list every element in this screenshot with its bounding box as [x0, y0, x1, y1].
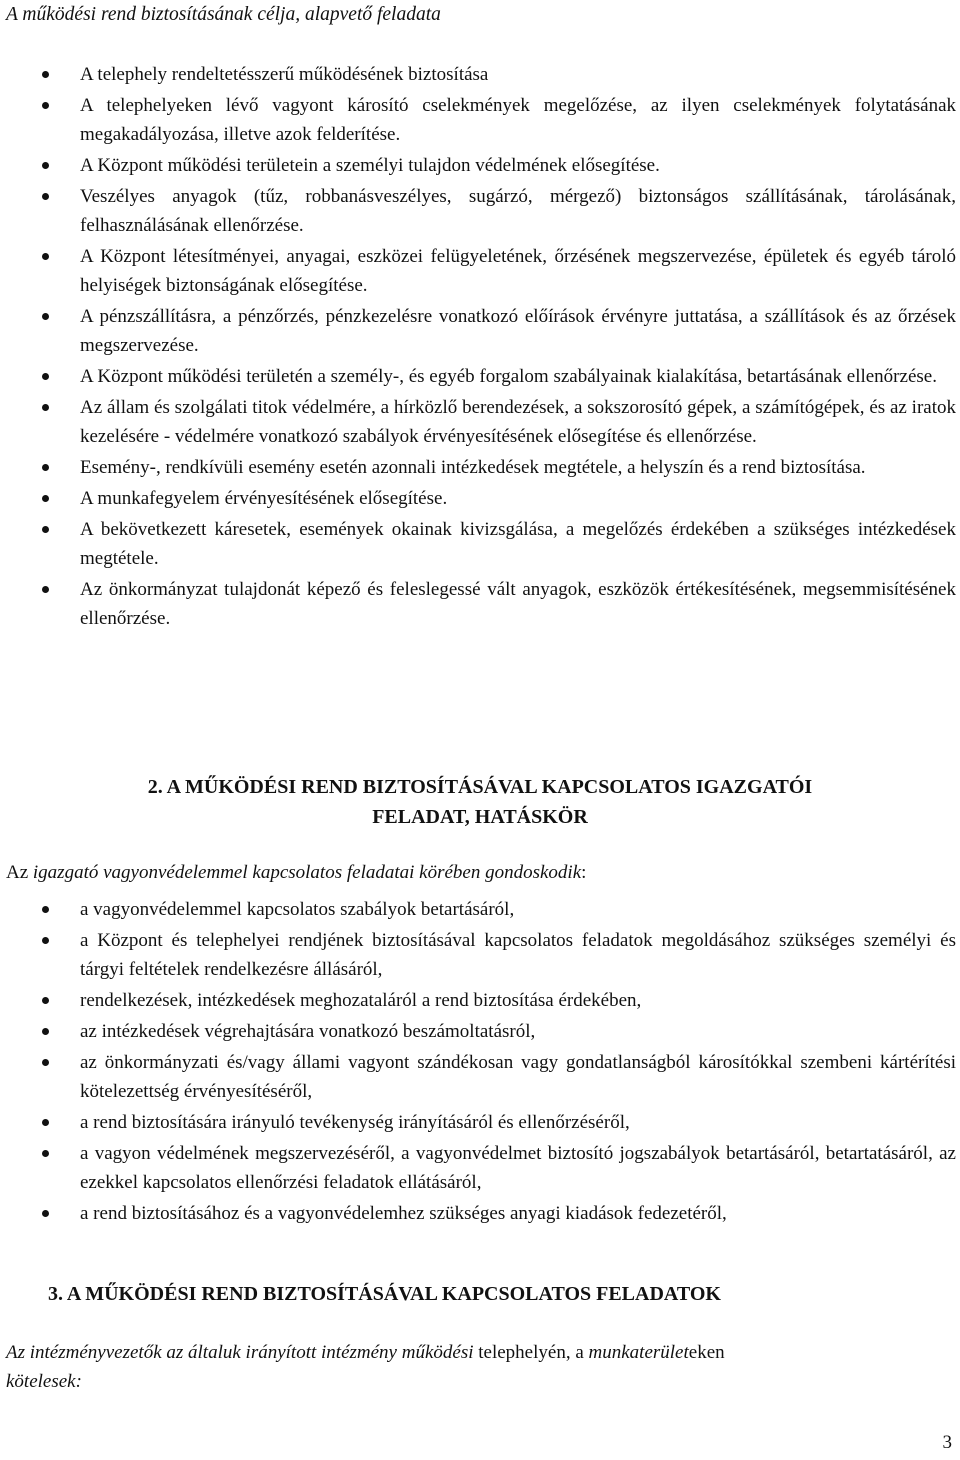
list-item [0, 484, 960, 513]
bullet-icon [42, 102, 49, 109]
section2-title-line2: FELADAT, HATÁSKÖR [372, 806, 588, 828]
list-item [0, 1199, 960, 1228]
bullet-icon [42, 373, 49, 380]
list-item-text: rendelkezések, intézkedések meghozataláról a rend biztosítása érdekében, [80, 990, 642, 1011]
list-item-text: a vagyonvédelemmel kapcsolatos szabályok betartásáról, [80, 899, 515, 920]
list-item [0, 242, 960, 300]
bullet-icon [42, 253, 49, 260]
list-item [0, 453, 960, 482]
list-item [0, 151, 960, 180]
list-item [0, 1048, 960, 1106]
list-item-text: A Központ működési területein a személyi tulajdon védelmének elősegítése. [80, 155, 660, 176]
list-item-text: az önkormányzati és/vagy állami vagyont szándékosan vagy gondatlanságból károsítókkal szembeni kártérítési kötelezettség érvényesítéséről, [80, 1052, 956, 1102]
list-item [0, 91, 960, 149]
section3-title: 3. A MŰKÖDÉSI REND BIZTOSÍTÁSÁVAL KAPCSOLATOS FELADATOK [48, 1283, 721, 1305]
list-item-text: a Központ és telephelyei rendjének biztosításával kapcsolatos feladatok megoldásához szükséges személyi és tárgyi feltételek rendelkezésre állásáról, [80, 930, 956, 980]
section3-intro-normal1: telephelyén, a [473, 1342, 589, 1363]
list-item-text: a vagyon védelmének megszervezéséről, a vagyonvédelmet biztosító jogszabályok betartásáról, betartatásáról, az ezekkel kapcsolatos ellenőrzési feladatok ellátásáról, [80, 1143, 956, 1193]
section3-intro-line1 [6, 1338, 725, 1367]
section3-intro-line2: kötelesek: [6, 1371, 82, 1392]
section1-bullet-list [0, 60, 960, 635]
list-item [0, 515, 960, 573]
bullet-icon [42, 906, 49, 913]
list-item [0, 895, 960, 924]
bullet-icon [42, 526, 49, 533]
section3-intro-italic1: Az intézményvezetők az általuk irányított intézmény működési [6, 1342, 474, 1363]
list-item-text: Az önkormányzat tulajdonát képező és feleslegessé vált anyagok, eszközök értékesítésének, megsemmisítésének ellenőrzése. [80, 579, 956, 629]
section1-heading: A működési rend biztosításának célja, alapvető feladata [6, 4, 441, 25]
section2-intro-suffix: : [581, 862, 587, 883]
list-item-text: A munkafegyelem érvényesítésének elősegítése. [80, 488, 448, 509]
bullet-icon [42, 997, 49, 1004]
list-item-text: A telephely rendeltetésszerű működésének biztosítása [80, 64, 489, 85]
bullet-icon [42, 1028, 49, 1035]
bullet-icon [42, 404, 49, 411]
list-item [0, 575, 960, 633]
bullet-icon [42, 464, 49, 471]
list-item [0, 1139, 960, 1197]
list-item [0, 926, 960, 984]
bullet-icon [42, 1150, 49, 1157]
list-item-text: a rend biztosítására irányuló tevékenység irányításáról és ellenőrzéséről, [80, 1112, 630, 1133]
list-item-text: A pénzszállításra, a pénzőrzés, pénzkezelésre vonatkozó előírások érvényre juttatása, a szállítások és az őrzések megszervezése. [80, 306, 956, 356]
bullet-icon [42, 1210, 49, 1217]
section3-intro-normal2: eken [688, 1342, 725, 1363]
list-item [0, 986, 960, 1015]
list-item-text: A Központ létesítményei, anyagai, eszközei felügyeletének, őrzésének megszervezése, épületek és egyéb tároló helyiségek biztonságának elősegítése. [80, 246, 956, 296]
bullet-icon [42, 71, 49, 78]
section2-intro [6, 858, 586, 887]
section2-intro-italic: igazgató vagyonvédelemmel kapcsolatos feladatai körében gondoskodik [32, 862, 582, 883]
section2-intro-prefix: Az [6, 862, 33, 883]
list-item-text: A Központ működési területén a személy-, és egyéb forgalom szabályainak kialakítása, betartásának ellenőrzése. [80, 366, 937, 387]
bullet-icon [42, 1059, 49, 1066]
section2-bullet-list [0, 895, 960, 1230]
bullet-icon [42, 162, 49, 169]
list-item-text: A telephelyeken lévő vagyont károsító cselekmények megelőzése, az ilyen cselekmények folytatásának megakadályozása, illetve azok felderítése. [80, 95, 956, 145]
bullet-icon [42, 193, 49, 200]
list-item-text: Esemény-, rendkívüli esemény esetén azonnali intézkedések megtétele, a helyszín és a rend biztosítása. [80, 457, 866, 478]
bullet-icon [42, 1119, 49, 1126]
bullet-icon [42, 495, 49, 502]
list-item [0, 1108, 960, 1137]
section3-intro-italic2: munkaterület [588, 1342, 689, 1363]
bullet-icon [42, 586, 49, 593]
list-item [0, 302, 960, 360]
list-item-text: Az állam és szolgálati titok védelmére, a hírközlő berendezések, a sokszorosító gépek, a számítógépek, és az iratok kezelésére - védelmére vonatkozó szabályok érvényesítésének elősegítése és ellenőrzése. [80, 397, 956, 447]
list-item [0, 182, 960, 240]
list-item [0, 393, 960, 451]
list-item [0, 60, 960, 89]
list-item-text: az intézkedések végrehajtására vonatkozó beszámoltatásról, [80, 1021, 536, 1042]
bullet-icon [42, 313, 49, 320]
list-item-text: a rend biztosításához és a vagyonvédelemhez szükséges anyagi kiadások fedezetéről, [80, 1203, 727, 1224]
list-item-text: A bekövetkezett káresetek, események okainak kivizsgálása, a megelőzés érdekében a szükséges intézkedések megtétele. [80, 519, 956, 569]
bullet-icon [42, 937, 49, 944]
list-item [0, 1017, 960, 1046]
page-number: 3 [942, 1432, 952, 1453]
section2-title-line1: 2. A MŰKÖDÉSI REND BIZTOSÍTÁSÁVAL KAPCSOLATOS IGAZGATÓI [147, 776, 813, 798]
list-item-text: Veszélyes anyagok (tűz, robbanásveszélyes, sugárzó, mérgező) biztonságos szállításának, tárolásának, felhasználásának ellenőrzése. [80, 186, 956, 236]
list-item [0, 362, 960, 391]
